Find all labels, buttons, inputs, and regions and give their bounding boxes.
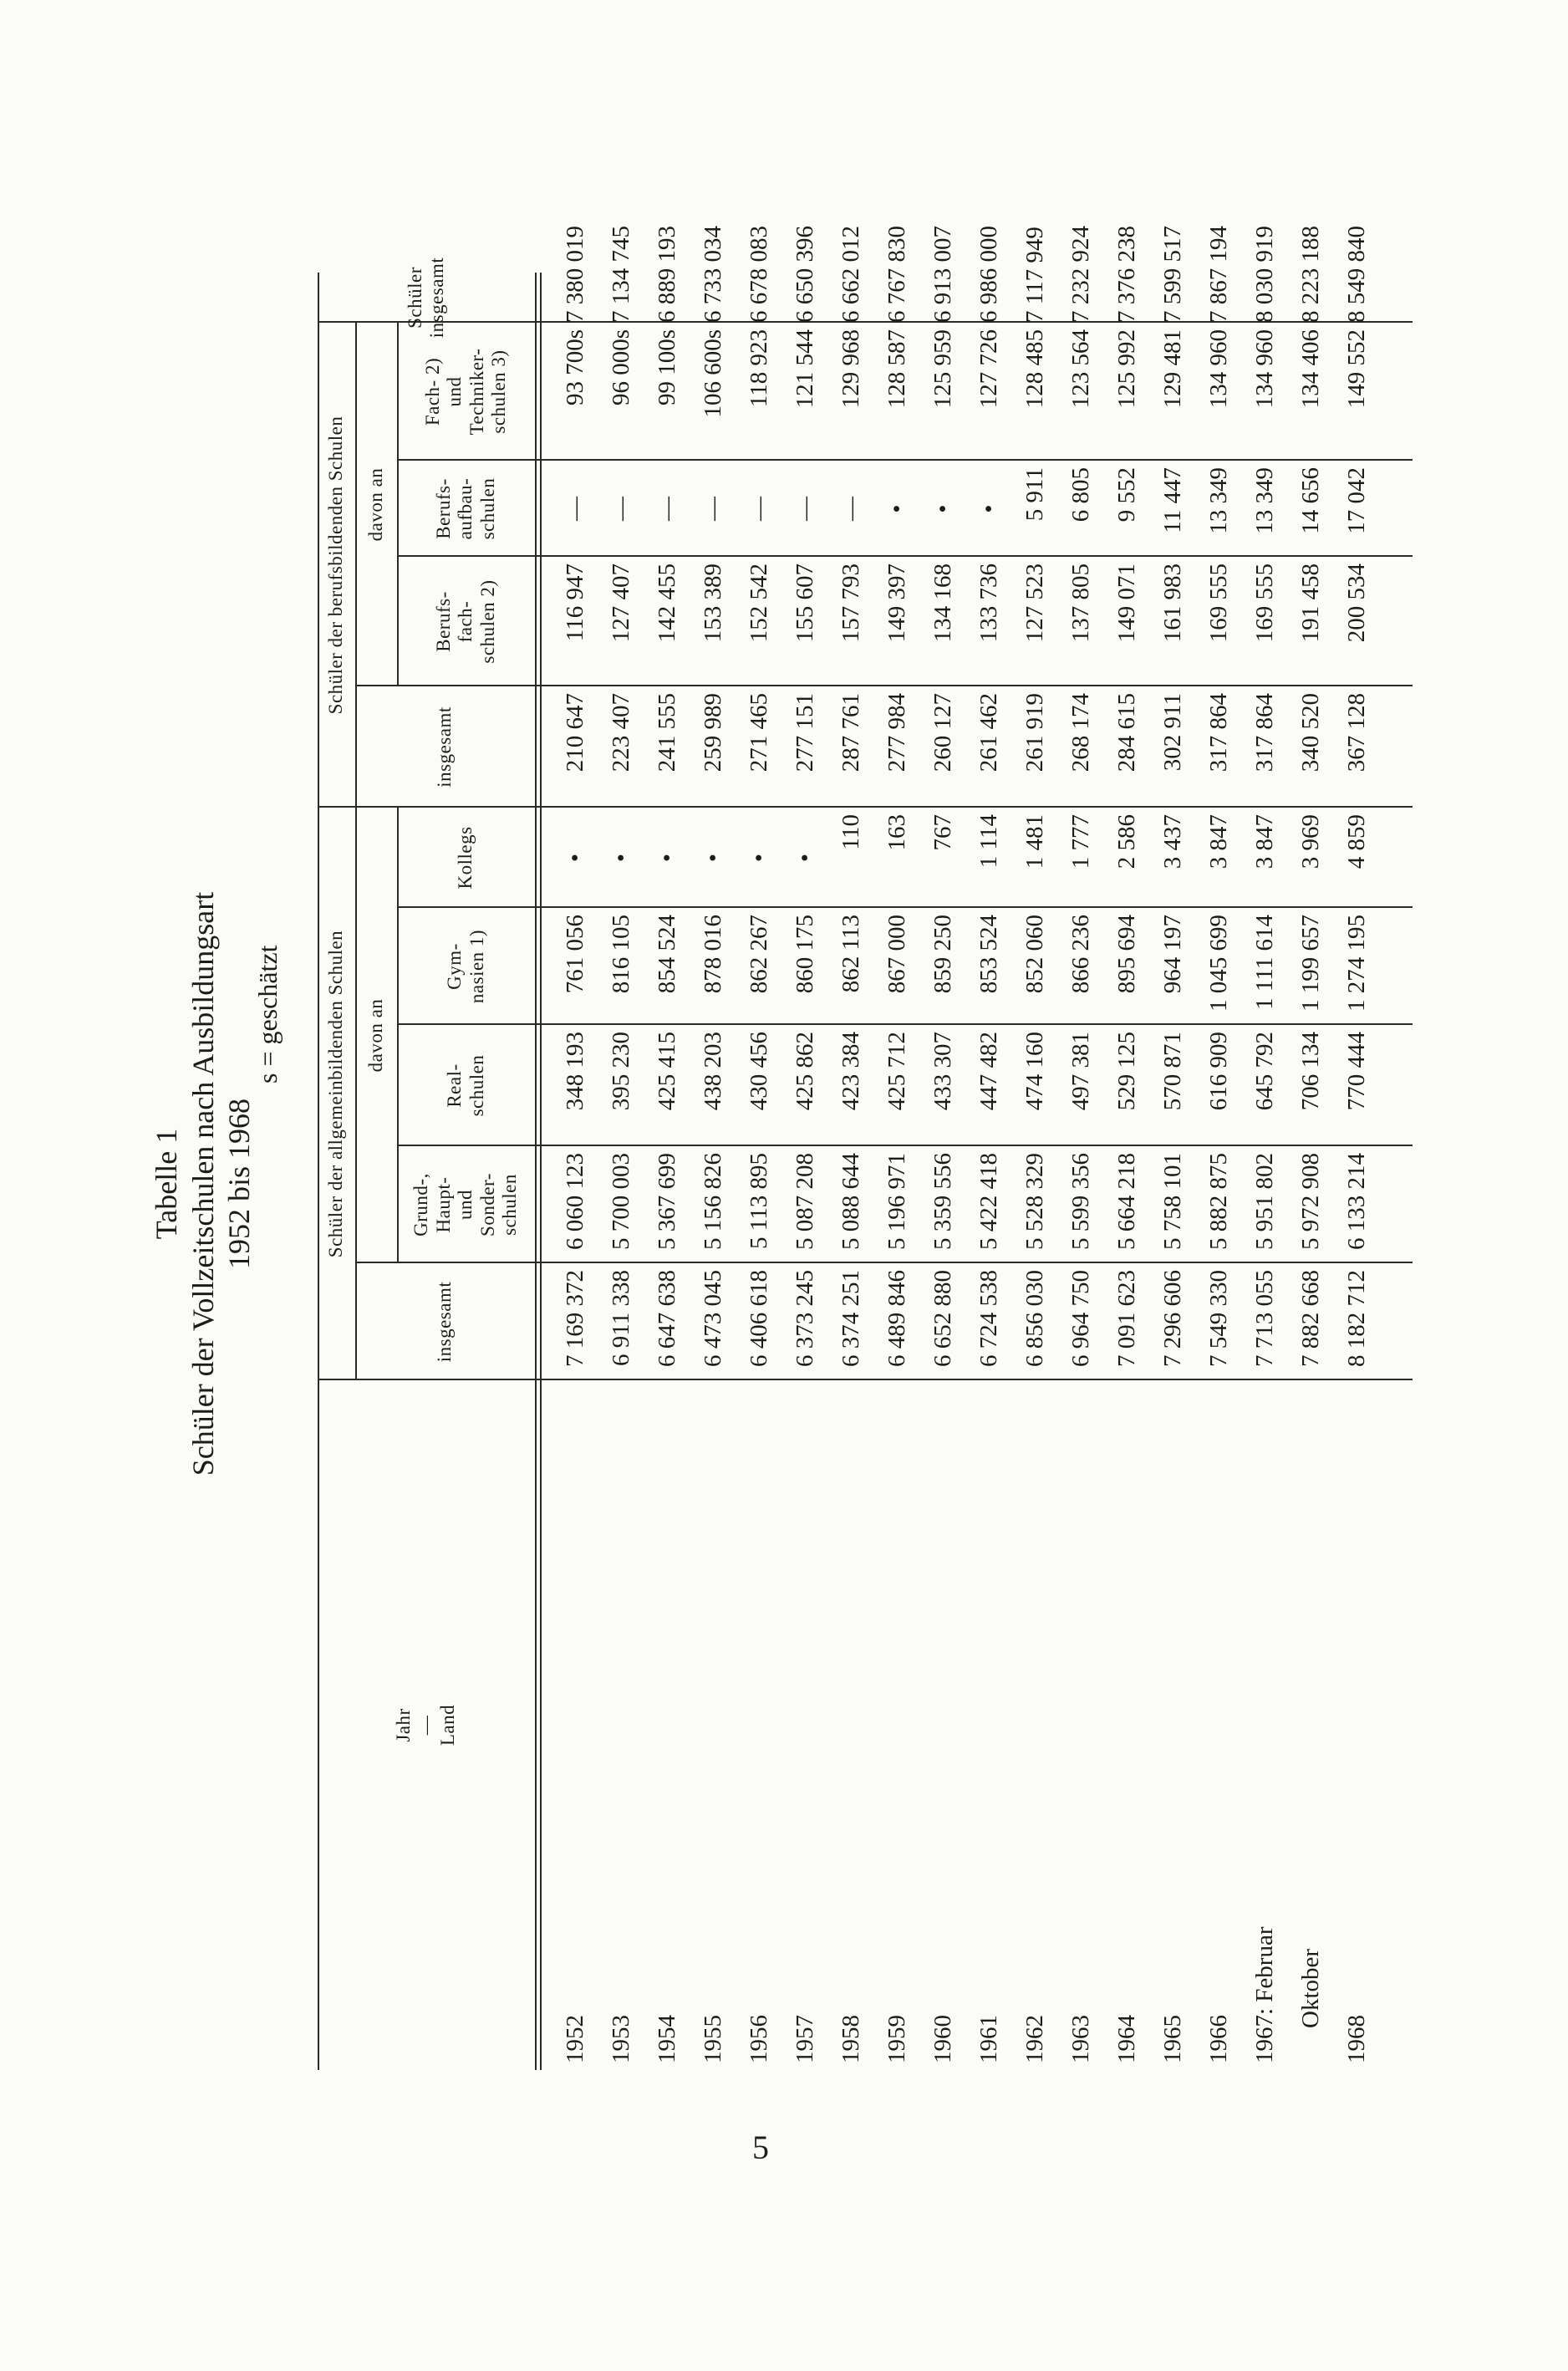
cell-bfach: 200 534 <box>1343 563 1370 643</box>
row-year: 1956 <box>746 2015 772 2063</box>
cell-baufbau: 11 447 <box>1159 467 1186 533</box>
cell-total: 7 380 019 <box>562 226 588 323</box>
cell-a_total: 6 724 538 <box>975 1270 1002 1367</box>
kollegs-header <box>397 808 535 908</box>
stub-header-line: — <box>415 1715 436 1736</box>
header-bottom-rule-double <box>540 273 542 2070</box>
cell-grund: 6 060 123 <box>562 1153 588 1250</box>
cell-bfach: 149 397 <box>883 563 910 643</box>
cell-real: 497 381 <box>1067 1032 1094 1111</box>
cell-grund: 5 359 556 <box>929 1153 956 1250</box>
grund-header-line: und <box>455 1190 476 1221</box>
cell-grund: 5 422 418 <box>975 1153 1002 1250</box>
cell-fach: 127 726 <box>975 329 1002 409</box>
fach-header-line: und <box>444 376 466 407</box>
real-header-line: schulen <box>466 1054 487 1117</box>
cell-fach: 123 564 <box>1067 329 1094 409</box>
cell-real: 529 125 <box>1113 1032 1140 1111</box>
cell-grund: 5 196 971 <box>883 1153 910 1250</box>
cell-gym: 853 524 <box>975 915 1002 994</box>
cell-b_total: 271 465 <box>746 693 772 772</box>
cell-real: 348 193 <box>562 1032 588 1111</box>
vocational-schools-header-line: Schüler der berufsbildenden Schulen <box>325 416 347 715</box>
cell-fach: 121 544 <box>792 329 818 409</box>
cell-a_total: 7 549 330 <box>1205 1270 1232 1367</box>
row-year: 1964 <box>1113 2015 1140 2063</box>
cell-fach: 134 960 <box>1205 329 1232 409</box>
cell-baufbau: — <box>654 497 680 521</box>
gym-header <box>397 908 535 1025</box>
fach-header-line: Fach- 2) <box>421 357 443 426</box>
cell-total: 6 733 034 <box>700 226 726 323</box>
cell-real: 425 415 <box>654 1032 680 1111</box>
cell-b_total: 277 151 <box>792 693 818 772</box>
cell-gym: 866 236 <box>1067 915 1094 994</box>
cell-baufbau: — <box>792 497 818 521</box>
cell-a_total: 7 296 606 <box>1159 1270 1186 1367</box>
cell-total: 7 134 745 <box>608 226 634 323</box>
row-year: 1963 <box>1067 2015 1094 2063</box>
cell-baufbau: • <box>929 504 956 513</box>
cell-gym: 854 524 <box>654 915 680 994</box>
cell-kollegs: 3 847 <box>1205 814 1232 869</box>
cell-grund: 5 882 875 <box>1205 1153 1232 1250</box>
cell-real: 570 871 <box>1159 1032 1186 1111</box>
cell-real: 447 482 <box>975 1032 1002 1111</box>
row-year: 1962 <box>1021 2015 1048 2063</box>
cell-bfach: 134 168 <box>929 563 956 643</box>
cell-gym: 895 694 <box>1113 915 1140 994</box>
cell-gym: 1 199 657 <box>1297 915 1324 1012</box>
cell-fach: 125 959 <box>929 329 956 409</box>
cell-fach: 106 600s <box>700 329 726 418</box>
cell-grund: 5 087 208 <box>792 1153 818 1250</box>
cell-fach: 125 992 <box>1113 329 1140 409</box>
gym-header-line: Gym- <box>444 943 466 990</box>
baufbau-header-line: Berufs- <box>432 478 454 539</box>
vocational-davon-header <box>355 323 397 686</box>
cell-kollegs: 3 969 <box>1297 814 1324 869</box>
cell-total: 7 117 949 <box>1021 227 1048 323</box>
cell-total: 6 767 830 <box>883 226 910 323</box>
cell-fach: 128 587 <box>883 329 910 409</box>
cell-total: 6 913 007 <box>929 226 956 323</box>
cell-b_total: 241 555 <box>654 693 680 772</box>
cell-total: 7 599 517 <box>1159 226 1186 323</box>
cell-a_total: 6 473 045 <box>700 1270 726 1367</box>
cell-kollegs: • <box>608 853 634 863</box>
cell-total: 6 662 012 <box>837 226 864 323</box>
cell-bfach: 155 607 <box>792 563 818 643</box>
cell-grund: 5 972 908 <box>1297 1153 1324 1250</box>
cell-real: 430 456 <box>746 1032 772 1111</box>
cell-grund: 5 664 218 <box>1113 1153 1140 1250</box>
cell-gym: 862 113 <box>837 915 864 993</box>
baufbau-header-line: schulen <box>476 477 498 540</box>
cell-baufbau: — <box>700 497 726 521</box>
bfach-header <box>397 557 535 686</box>
cell-grund: 6 133 214 <box>1343 1153 1370 1250</box>
cell-gym: 852 060 <box>1021 915 1048 994</box>
cell-b_total: 268 174 <box>1067 693 1094 772</box>
cell-bfach: 127 407 <box>608 563 634 643</box>
fach-header-line: Techniker- <box>466 348 487 436</box>
general-schools-header-line: Schüler der allgemeinbildenden Schulen <box>325 930 347 1258</box>
cell-a_total: 6 911 338 <box>608 1270 634 1366</box>
cell-kollegs: • <box>746 853 772 863</box>
row-year: 1954 <box>654 2015 680 2063</box>
cell-a_total: 6 406 618 <box>746 1270 772 1367</box>
cell-real: 433 307 <box>929 1032 956 1111</box>
table-years: 1952 bis 1968 <box>222 1099 256 1270</box>
bfach-header-line: Berufs- <box>432 591 454 652</box>
cell-real: 645 792 <box>1251 1032 1278 1111</box>
cell-kollegs: 4 859 <box>1343 814 1370 869</box>
cell-b_total: 284 615 <box>1113 693 1140 772</box>
cell-b_total: 302 911 <box>1159 693 1186 772</box>
cell-gym: 1 274 195 <box>1343 915 1370 1012</box>
fach-header-line: schulen 3) <box>487 349 509 434</box>
cell-fach: 96 000s <box>608 329 634 406</box>
real-header-line: Real- <box>444 1063 466 1108</box>
cell-grund: 5 113 895 <box>746 1153 772 1249</box>
row-year: 1959 <box>883 2015 910 2063</box>
cell-baufbau: 9 552 <box>1113 467 1140 523</box>
cell-kollegs: 2 586 <box>1113 814 1140 869</box>
cell-b_total: 367 128 <box>1343 693 1370 772</box>
cell-fach: 118 923 <box>746 329 772 408</box>
row-year: 1967: Februar <box>1251 1926 1278 2063</box>
grand-total-header <box>318 257 535 339</box>
cell-baufbau: 6 805 <box>1067 467 1094 523</box>
cell-a_total: 8 182 712 <box>1343 1270 1370 1367</box>
cell-real: 395 230 <box>608 1032 634 1111</box>
cell-grund: 5 758 101 <box>1159 1153 1186 1250</box>
cell-a_total: 6 373 245 <box>792 1270 818 1367</box>
cell-fach: 149 552 <box>1343 329 1370 409</box>
grund-header <box>397 1146 535 1263</box>
cell-b_total: 340 520 <box>1297 693 1324 772</box>
kollegs-header-line: Kollegs <box>455 826 476 890</box>
cell-total: 7 232 924 <box>1067 226 1094 323</box>
cell-b_total: 261 919 <box>1021 693 1048 772</box>
cell-b_total: 261 462 <box>975 693 1002 772</box>
cell-bfach: 169 555 <box>1251 563 1278 643</box>
vocational-schools-header <box>318 323 355 808</box>
general-schools-header <box>318 808 355 1380</box>
cell-fach: 93 700s <box>562 329 588 406</box>
real-header <box>397 1025 535 1146</box>
cell-b_total: 287 761 <box>837 693 864 772</box>
grund-header-line: schulen <box>499 1174 521 1236</box>
bfach-header-line: fach- <box>455 600 476 643</box>
cell-grund: 5 528 329 <box>1021 1153 1048 1250</box>
row-year: 1961 <box>975 2015 1002 2063</box>
cell-a_total: 7 091 623 <box>1113 1270 1140 1367</box>
cell-a_total: 6 647 638 <box>654 1270 680 1367</box>
cell-baufbau: 13 349 <box>1205 467 1232 534</box>
cell-kollegs: 1 481 <box>1021 814 1048 869</box>
cell-total: 6 986 000 <box>975 226 1002 323</box>
cell-bfach: 137 805 <box>1067 563 1094 643</box>
cell-baufbau: 5 911 <box>1021 467 1048 522</box>
cell-gym: 816 105 <box>608 915 634 994</box>
cell-b_total: 259 989 <box>700 693 726 772</box>
cell-bfach: 161 983 <box>1159 563 1186 643</box>
cell-fach: 129 968 <box>837 329 864 409</box>
cell-baufbau: — <box>608 497 634 521</box>
cell-grund: 5 156 826 <box>700 1153 726 1250</box>
cell-real: 425 862 <box>792 1032 818 1111</box>
cell-a_total: 7 882 668 <box>1297 1270 1324 1367</box>
cell-kollegs: 3 437 <box>1159 814 1186 869</box>
cell-gym: 964 197 <box>1159 915 1186 994</box>
cell-kollegs: 3 847 <box>1251 814 1278 869</box>
row-year: 1966 <box>1205 2015 1232 2063</box>
page-number: 5 <box>752 2129 769 2166</box>
grand-total-header-line: insgesamt <box>426 257 447 339</box>
cell-grund: 5 951 802 <box>1251 1153 1278 1250</box>
cell-a_total: 6 652 880 <box>929 1270 956 1367</box>
cell-a_total: 6 489 846 <box>883 1270 910 1367</box>
estimate-note: s = geschätzt <box>252 945 283 1084</box>
cell-baufbau: • <box>975 504 1002 513</box>
cell-real: 770 444 <box>1343 1032 1370 1111</box>
cell-gym: 862 267 <box>746 915 772 994</box>
row-year: 1955 <box>700 2015 726 2063</box>
cell-b_total: 260 127 <box>929 693 956 772</box>
cell-total: 7 867 194 <box>1205 226 1232 323</box>
cell-grund: 5 088 644 <box>837 1153 864 1250</box>
cell-b_total: 317 864 <box>1251 693 1278 772</box>
grund-header-line: Haupt- <box>432 1176 454 1233</box>
cell-fach: 99 100s <box>654 329 680 406</box>
cell-gym: 860 175 <box>792 915 818 994</box>
grund-header-line: Sonder- <box>476 1173 498 1236</box>
cell-kollegs: • <box>792 853 818 863</box>
baufbau-header-line: aufbau- <box>455 477 476 540</box>
cell-total: 8 030 919 <box>1251 226 1278 323</box>
cell-real: 423 384 <box>837 1032 864 1111</box>
cell-gym: 867 000 <box>883 915 910 994</box>
cell-gym: 761 056 <box>562 915 588 994</box>
cell-total: 6 650 396 <box>792 226 818 323</box>
cell-bfach: 152 542 <box>746 563 772 643</box>
header-bottom-rule <box>535 273 537 2070</box>
row-year: 1968 <box>1343 2015 1370 2063</box>
gym-header-line: nasien 1) <box>466 929 487 1004</box>
vocational-total-header-line: insgesamt <box>434 706 456 788</box>
vocational-total-header <box>355 686 535 808</box>
cell-fach: 128 485 <box>1021 329 1048 409</box>
cell-total: 6 678 083 <box>746 226 772 323</box>
cell-bfach: 153 389 <box>700 563 726 643</box>
cell-b_total: 277 984 <box>883 693 910 772</box>
cell-kollegs: 163 <box>883 814 910 851</box>
cell-bfach: 157 793 <box>837 563 864 643</box>
row-year: 1957 <box>792 2015 818 2063</box>
row-year: Oktober <box>1297 1948 1324 2028</box>
cell-kollegs: • <box>654 853 680 863</box>
cell-kollegs: 110 <box>837 814 864 850</box>
cell-baufbau: 13 349 <box>1251 467 1278 534</box>
row-year: 1953 <box>608 2015 634 2063</box>
cell-b_total: 223 407 <box>608 693 634 772</box>
cell-kollegs: 767 <box>929 814 956 851</box>
cell-total: 8 549 840 <box>1343 226 1370 323</box>
cell-a_total: 7 169 372 <box>562 1270 588 1367</box>
cell-bfach: 169 555 <box>1205 563 1232 643</box>
cell-a_total: 6 374 251 <box>837 1270 864 1367</box>
cell-baufbau: 14 656 <box>1297 467 1324 534</box>
baufbau-header <box>397 461 535 557</box>
cell-gym: 1 111 614 <box>1251 915 1278 1010</box>
cell-bfach: 127 523 <box>1021 563 1048 643</box>
cell-bfach: 191 458 <box>1297 563 1324 643</box>
table-label: Tabelle 1 <box>150 1128 183 1240</box>
grand-total-header-line: Schüler <box>404 267 425 329</box>
row-year: 1958 <box>837 2015 864 2063</box>
cell-total: 8 223 188 <box>1297 226 1324 323</box>
cell-bfach: 133 736 <box>975 563 1002 643</box>
cell-fach: 129 481 <box>1159 329 1186 409</box>
cell-baufbau: — <box>837 497 864 521</box>
cell-real: 438 203 <box>700 1032 726 1111</box>
cell-baufbau: • <box>883 504 910 513</box>
cell-kollegs: • <box>562 853 588 863</box>
cell-a_total: 7 713 055 <box>1251 1270 1278 1367</box>
stub-header-line: Land <box>437 1704 459 1746</box>
row-year: 1952 <box>562 2015 588 2063</box>
stub-header-line: Jahr <box>393 1708 415 1742</box>
cell-real: 616 909 <box>1205 1032 1232 1111</box>
cell-fach: 134 406 <box>1297 329 1324 409</box>
cell-bfach: 149 071 <box>1113 563 1140 643</box>
cell-baufbau: 17 042 <box>1343 467 1370 534</box>
cell-kollegs: 1 114 <box>975 814 1002 869</box>
general-davon-header-line: davon an <box>364 998 386 1073</box>
general-total-header-line: insgesamt <box>434 1281 456 1363</box>
bfach-header-line: schulen 2) <box>476 579 498 664</box>
cell-grund: 5 599 356 <box>1067 1153 1094 1250</box>
general-total-header <box>355 1263 535 1380</box>
cell-bfach: 142 455 <box>654 563 680 643</box>
cell-gym: 1 045 699 <box>1205 915 1232 1012</box>
cell-a_total: 6 964 750 <box>1067 1270 1094 1367</box>
fach-header <box>397 323 535 461</box>
cell-baufbau: — <box>746 497 772 521</box>
cell-real: 474 160 <box>1021 1032 1048 1111</box>
row-year: 1965 <box>1159 2015 1186 2063</box>
cell-real: 706 134 <box>1297 1032 1324 1111</box>
cell-grund: 5 367 699 <box>654 1153 680 1250</box>
cell-a_total: 6 856 030 <box>1021 1270 1048 1367</box>
cell-gym: 859 250 <box>929 915 956 994</box>
cell-grund: 5 700 003 <box>608 1153 634 1250</box>
vocational-davon-header-line: davon an <box>364 467 386 542</box>
cell-real: 425 712 <box>883 1032 910 1111</box>
cell-kollegs: • <box>700 853 726 863</box>
stub-header <box>318 1380 535 2070</box>
cell-fach: 134 960 <box>1251 329 1278 409</box>
cell-total: 6 889 193 <box>654 226 680 323</box>
general-davon-header <box>355 808 397 1263</box>
cell-kollegs: 1 777 <box>1067 814 1094 869</box>
cell-bfach: 116 947 <box>562 563 588 642</box>
cell-b_total: 210 647 <box>562 693 588 772</box>
cell-baufbau: — <box>562 497 588 521</box>
row-year: 1960 <box>929 2015 956 2063</box>
cell-total: 7 376 238 <box>1113 226 1140 323</box>
table-title: Schüler der Vollzeitschulen nach Ausbildungsart <box>186 891 220 1476</box>
cell-gym: 878 016 <box>700 915 726 994</box>
cell-b_total: 317 864 <box>1205 693 1232 772</box>
grund-header-line: Grund-, <box>410 1173 432 1236</box>
